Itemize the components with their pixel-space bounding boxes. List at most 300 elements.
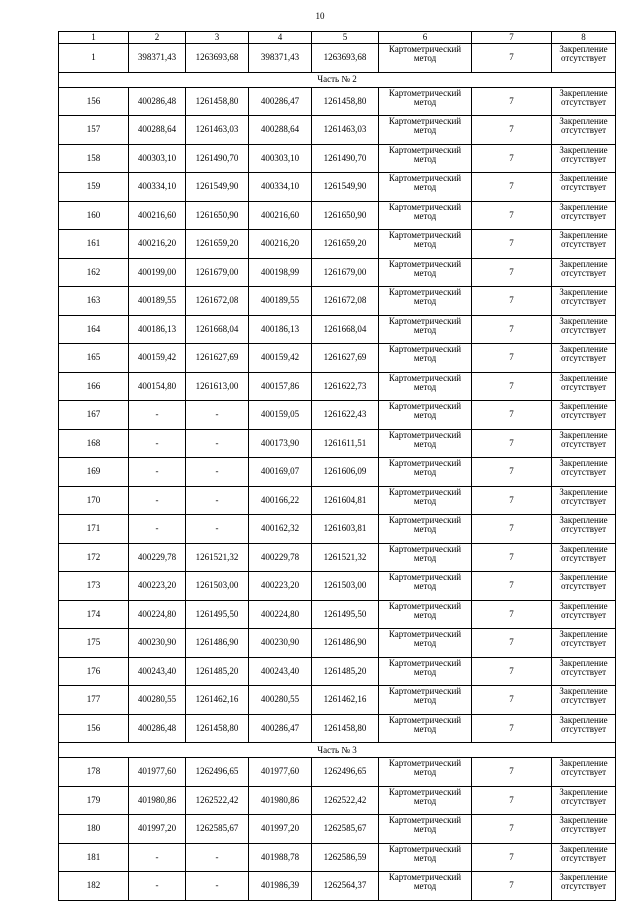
method-line: метод	[413, 182, 437, 192]
table-row	[59, 758, 616, 787]
point-number-cell: 161	[59, 230, 129, 259]
method-cell	[379, 116, 472, 145]
fixing-line: отсутствует	[560, 410, 607, 420]
fixing-line: отсутствует	[560, 467, 607, 477]
x-new-cell: 400186,13	[249, 315, 312, 344]
table-row	[59, 344, 616, 373]
method-line: Картометрический	[388, 786, 462, 797]
fixing-line: Закрепление	[559, 87, 608, 98]
x-new-cell: 400224,80	[249, 600, 312, 629]
point-number-cell: 157	[59, 116, 129, 145]
table-row	[59, 815, 616, 844]
table-row	[59, 144, 616, 173]
method-line: Картометрический	[388, 315, 462, 326]
table-row	[59, 258, 616, 287]
x-new-cell: 400280,55	[249, 686, 312, 715]
method-line: Картометрический	[388, 872, 462, 882]
x-old-cell: 400286,48	[129, 714, 186, 743]
fixing-line: отсутствует	[560, 767, 607, 777]
x-new-cell: 400216,20	[249, 230, 312, 259]
table-row	[59, 372, 616, 401]
fixing-line: Закрепление	[559, 714, 608, 725]
method-cell	[379, 786, 472, 815]
method-line: метод	[413, 881, 437, 891]
method-line: метод	[413, 467, 437, 477]
method-cell	[379, 458, 472, 487]
table-row	[59, 657, 616, 686]
section-row	[59, 72, 616, 87]
method-cell	[379, 429, 472, 458]
fixing-cell	[552, 686, 616, 715]
x-old-cell: 400224,80	[129, 600, 186, 629]
method-cell	[379, 843, 472, 872]
x-new-cell: 401988,78	[249, 843, 312, 872]
method-line: Картометрический	[388, 543, 462, 554]
point-number-cell: 181	[59, 843, 129, 872]
y-old-cell: 1263693,68	[186, 44, 249, 73]
fixing-line: Закрепление	[559, 344, 608, 354]
method-line: метод	[413, 353, 437, 363]
x-new-cell: 400286,47	[249, 87, 312, 116]
method-cell	[379, 258, 472, 287]
table-row	[59, 230, 616, 259]
fixing-cell	[552, 144, 616, 173]
fixing-line: отсутствует	[560, 723, 607, 734]
y-new-cell: 1261622,73	[312, 372, 379, 401]
fixing-cell	[552, 401, 616, 430]
fixing-line: отсутствует	[560, 239, 607, 249]
column-header: 3	[186, 32, 249, 44]
method-cell	[379, 230, 472, 259]
method-line: метод	[413, 795, 437, 806]
method-cell	[379, 686, 472, 715]
method-line: метод	[413, 239, 437, 249]
table-row	[59, 315, 616, 344]
fixing-line: отсутствует	[560, 581, 607, 591]
fixing-line: отсутствует	[560, 182, 607, 192]
fixing-line: Закрепление	[559, 515, 608, 525]
accuracy-cell: 7	[472, 230, 552, 259]
x-old-cell: 400303,10	[129, 144, 186, 173]
x-new-cell: 400189,55	[249, 287, 312, 316]
y-new-cell: 1261486,90	[312, 629, 379, 658]
fixing-line: отсутствует	[560, 296, 607, 306]
fixing-line: отсутствует	[560, 524, 607, 534]
y-old-cell: 1262522,42	[186, 786, 249, 815]
x-old-cell: 400288,64	[129, 116, 186, 145]
method-line: Картометрический	[388, 714, 462, 725]
fixing-line: отсутствует	[560, 381, 607, 392]
fixing-cell	[552, 201, 616, 230]
method-line: метод	[413, 524, 437, 534]
method-cell	[379, 287, 472, 316]
y-old-cell: 1261463,03	[186, 116, 249, 145]
fixing-cell	[552, 315, 616, 344]
method-line: Картометрический	[388, 116, 462, 126]
table-row	[59, 686, 616, 715]
x-new-cell: 400159,42	[249, 344, 312, 373]
x-new-cell: 400173,90	[249, 429, 312, 458]
method-cell	[379, 543, 472, 572]
y-old-cell: -	[186, 401, 249, 430]
fixing-cell	[552, 843, 616, 872]
table-row	[59, 116, 616, 145]
accuracy-cell: 7	[472, 872, 552, 901]
x-new-cell: 400223,20	[249, 572, 312, 601]
point-number-cell: 174	[59, 600, 129, 629]
method-line: Картометрический	[388, 429, 462, 440]
method-cell	[379, 600, 472, 629]
y-new-cell: 1261627,69	[312, 344, 379, 373]
fixing-line: Закрепление	[559, 258, 608, 269]
y-old-cell: 1261613,00	[186, 372, 249, 401]
fixing-line: отсутствует	[560, 324, 607, 335]
y-new-cell: 1261668,04	[312, 315, 379, 344]
y-old-cell: 1261458,80	[186, 87, 249, 116]
method-cell	[379, 87, 472, 116]
fixing-line: отсутствует	[560, 824, 607, 834]
y-old-cell: -	[186, 872, 249, 901]
y-new-cell: 1261462,16	[312, 686, 379, 715]
accuracy-cell: 7	[472, 714, 552, 743]
table-row	[59, 572, 616, 601]
y-old-cell: 1261549,90	[186, 173, 249, 202]
method-line: метод	[413, 581, 437, 591]
y-new-cell: 1261611,51	[312, 429, 379, 458]
method-cell	[379, 372, 472, 401]
table-row	[59, 458, 616, 487]
x-new-cell: 400159,05	[249, 401, 312, 430]
method-line: Картометрический	[388, 657, 462, 668]
y-old-cell: 1261659,20	[186, 230, 249, 259]
x-old-cell: 400334,10	[129, 173, 186, 202]
method-line: метод	[413, 495, 437, 506]
table-row	[59, 201, 616, 230]
x-new-cell: 400229,78	[249, 543, 312, 572]
fixing-cell	[552, 116, 616, 145]
x-new-cell: 401977,60	[249, 758, 312, 787]
fixing-cell	[552, 543, 616, 572]
x-new-cell: 400288,64	[249, 116, 312, 145]
x-new-cell: 398371,43	[249, 44, 312, 73]
fixing-line: Закрепление	[559, 843, 608, 854]
y-old-cell: 1261679,00	[186, 258, 249, 287]
accuracy-cell: 7	[472, 372, 552, 401]
x-old-cell: 400199,00	[129, 258, 186, 287]
method-line: метод	[413, 767, 437, 777]
x-old-cell: -	[129, 429, 186, 458]
accuracy-cell: 7	[472, 429, 552, 458]
x-new-cell: 400243,40	[249, 657, 312, 686]
method-line: Картометрический	[388, 201, 462, 212]
x-old-cell: 400186,13	[129, 315, 186, 344]
table-row	[59, 843, 616, 872]
point-number-cell: 175	[59, 629, 129, 658]
table-row	[59, 87, 616, 116]
point-number-cell: 172	[59, 543, 129, 572]
method-line: Картометрический	[388, 815, 462, 825]
fixing-line: отсутствует	[560, 552, 607, 563]
fixing-line: Закрепление	[559, 201, 608, 212]
x-new-cell: 400303,10	[249, 144, 312, 173]
method-line: метод	[413, 125, 437, 135]
point-number-cell: 168	[59, 429, 129, 458]
point-number-cell: 162	[59, 258, 129, 287]
method-line: Картометрический	[388, 372, 462, 383]
accuracy-cell: 7	[472, 458, 552, 487]
fixing-cell	[552, 815, 616, 844]
method-cell	[379, 714, 472, 743]
method-cell	[379, 201, 472, 230]
method-line: метод	[413, 324, 437, 335]
method-line: Картометрический	[388, 686, 462, 696]
fixing-cell	[552, 287, 616, 316]
method-line: метод	[413, 210, 437, 221]
section-title: Часть № 3	[59, 743, 616, 758]
section-row	[59, 743, 616, 758]
method-line: Картометрический	[388, 572, 462, 582]
x-old-cell: 400189,55	[129, 287, 186, 316]
fixing-line: Закрепление	[559, 543, 608, 554]
fixing-cell	[552, 758, 616, 787]
method-line: метод	[413, 638, 437, 648]
point-number-cell: 177	[59, 686, 129, 715]
accuracy-cell: 7	[472, 758, 552, 787]
y-new-cell: 1261458,80	[312, 714, 379, 743]
method-line: Картометрический	[388, 144, 462, 155]
fixing-cell	[552, 572, 616, 601]
x-old-cell: 400154,80	[129, 372, 186, 401]
y-old-cell: 1262496,65	[186, 758, 249, 787]
table-row	[59, 287, 616, 316]
x-new-cell: 401980,86	[249, 786, 312, 815]
fixing-cell	[552, 600, 616, 629]
x-old-cell: -	[129, 486, 186, 515]
fixing-line: отсутствует	[560, 881, 607, 891]
fixing-line: Закрепление	[559, 44, 608, 54]
method-line: метод	[413, 53, 437, 63]
fixing-line: Закрепление	[559, 572, 608, 582]
y-new-cell: 1261679,00	[312, 258, 379, 287]
accuracy-cell: 7	[472, 686, 552, 715]
x-old-cell: 401977,60	[129, 758, 186, 787]
fixing-line: отсутствует	[560, 695, 607, 705]
y-new-cell: 1261521,32	[312, 543, 379, 572]
point-number-cell: 178	[59, 758, 129, 787]
method-line: Картометрический	[388, 401, 462, 411]
accuracy-cell: 7	[472, 401, 552, 430]
method-cell	[379, 758, 472, 787]
y-old-cell: -	[186, 429, 249, 458]
method-line: метод	[413, 666, 437, 677]
y-new-cell: 1261463,03	[312, 116, 379, 145]
fixing-line: отсутствует	[560, 609, 607, 620]
accuracy-cell: 7	[472, 629, 552, 658]
y-new-cell: 1261622,43	[312, 401, 379, 430]
fixing-line: отсутствует	[560, 852, 607, 863]
point-number-cell: 171	[59, 515, 129, 544]
x-new-cell: 400286,47	[249, 714, 312, 743]
fixing-line: отсутствует	[560, 210, 607, 221]
x-old-cell: 400280,55	[129, 686, 186, 715]
table-row	[59, 543, 616, 572]
y-new-cell: 1261458,80	[312, 87, 379, 116]
x-old-cell: 401980,86	[129, 786, 186, 815]
y-old-cell: 1262585,67	[186, 815, 249, 844]
fixing-cell	[552, 657, 616, 686]
table-row	[59, 872, 616, 901]
x-old-cell: 400230,90	[129, 629, 186, 658]
y-new-cell: 1262522,42	[312, 786, 379, 815]
method-line: Картометрический	[388, 87, 462, 98]
accuracy-cell: 7	[472, 287, 552, 316]
fixing-cell	[552, 87, 616, 116]
method-line: метод	[413, 96, 437, 107]
fixing-cell	[552, 872, 616, 901]
fixing-cell	[552, 258, 616, 287]
table-row	[59, 429, 616, 458]
x-old-cell: -	[129, 515, 186, 544]
fixing-cell	[552, 714, 616, 743]
x-old-cell: -	[129, 401, 186, 430]
method-line: Картометрический	[388, 629, 462, 639]
accuracy-cell: 7	[472, 600, 552, 629]
fixing-line: Закрепление	[559, 372, 608, 383]
y-old-cell: 1261627,69	[186, 344, 249, 373]
x-new-cell: 400334,10	[249, 173, 312, 202]
fixing-cell	[552, 173, 616, 202]
fixing-line: Закрепление	[559, 815, 608, 825]
fixing-cell	[552, 629, 616, 658]
y-old-cell: 1261521,32	[186, 543, 249, 572]
column-header: 5	[312, 32, 379, 44]
coordinates-table	[58, 31, 616, 901]
fixing-line: Закрепление	[559, 458, 608, 468]
x-old-cell: 398371,43	[129, 44, 186, 73]
y-new-cell: 1261490,70	[312, 144, 379, 173]
fixing-line: отсутствует	[560, 353, 607, 363]
y-old-cell: 1261458,80	[186, 714, 249, 743]
point-number-cell: 156	[59, 87, 129, 116]
x-old-cell: 400243,40	[129, 657, 186, 686]
fixing-line: Закрепление	[559, 116, 608, 126]
y-new-cell: 1262585,67	[312, 815, 379, 844]
y-old-cell: 1261485,20	[186, 657, 249, 686]
fixing-line: отсутствует	[560, 438, 607, 449]
fixing-line: Закрепление	[559, 486, 608, 497]
fixing-line: отсутствует	[560, 638, 607, 648]
method-cell	[379, 144, 472, 173]
method-line: Картометрический	[388, 44, 462, 54]
method-line: метод	[413, 153, 437, 164]
method-line: метод	[413, 695, 437, 705]
x-new-cell: 400169,07	[249, 458, 312, 487]
table-row	[59, 486, 616, 515]
fixing-line: отсутствует	[560, 795, 607, 806]
y-new-cell: 1261672,08	[312, 287, 379, 316]
point-number-cell: 166	[59, 372, 129, 401]
method-cell	[379, 515, 472, 544]
table-row	[59, 600, 616, 629]
y-old-cell: 1261486,90	[186, 629, 249, 658]
method-line: метод	[413, 824, 437, 834]
accuracy-cell: 7	[472, 201, 552, 230]
point-number-cell: 180	[59, 815, 129, 844]
accuracy-cell: 7	[472, 258, 552, 287]
y-old-cell: -	[186, 458, 249, 487]
point-number-cell: 173	[59, 572, 129, 601]
accuracy-cell: 7	[472, 843, 552, 872]
y-new-cell: 1261659,20	[312, 230, 379, 259]
fixing-cell	[552, 44, 616, 73]
y-old-cell: -	[186, 515, 249, 544]
fixing-cell	[552, 515, 616, 544]
y-old-cell: 1261672,08	[186, 287, 249, 316]
x-new-cell: 400157,86	[249, 372, 312, 401]
x-new-cell: 400166,22	[249, 486, 312, 515]
fixing-line: отсутствует	[560, 666, 607, 677]
accuracy-cell: 7	[472, 44, 552, 73]
accuracy-cell: 7	[472, 543, 552, 572]
method-cell	[379, 315, 472, 344]
header-row	[59, 32, 616, 44]
fixing-line: отсутствует	[560, 267, 607, 278]
method-line: метод	[413, 438, 437, 449]
y-new-cell: 1261549,90	[312, 173, 379, 202]
fixing-line: Закрепление	[559, 657, 608, 668]
table-row	[59, 786, 616, 815]
y-old-cell: -	[186, 486, 249, 515]
accuracy-cell: 7	[472, 657, 552, 686]
fixing-cell	[552, 344, 616, 373]
method-cell	[379, 815, 472, 844]
accuracy-cell: 7	[472, 87, 552, 116]
y-new-cell: 1261606,09	[312, 458, 379, 487]
accuracy-cell: 7	[472, 786, 552, 815]
method-line: Картометрический	[388, 258, 462, 269]
y-old-cell: 1261490,70	[186, 144, 249, 173]
y-old-cell: 1261650,90	[186, 201, 249, 230]
y-new-cell: 1261603,81	[312, 515, 379, 544]
x-new-cell: 401997,20	[249, 815, 312, 844]
fixing-cell	[552, 486, 616, 515]
fixing-line: отсутствует	[560, 125, 607, 135]
fixing-line: отсутствует	[560, 153, 607, 164]
y-new-cell: 1262586,59	[312, 843, 379, 872]
method-cell	[379, 44, 472, 73]
fixing-line: Закрепление	[559, 401, 608, 411]
x-new-cell: 400198,99	[249, 258, 312, 287]
column-header: 4	[249, 32, 312, 44]
fixing-line: Закрепление	[559, 600, 608, 611]
method-line: Картометрический	[388, 287, 462, 297]
column-header: 2	[129, 32, 186, 44]
accuracy-cell: 7	[472, 116, 552, 145]
fixing-cell	[552, 230, 616, 259]
method-line: Картометрический	[388, 600, 462, 611]
fixing-line: Закрепление	[559, 429, 608, 440]
x-old-cell: 400223,20	[129, 572, 186, 601]
point-number-cell: 158	[59, 144, 129, 173]
y-old-cell: 1261503,00	[186, 572, 249, 601]
method-line: Картометрический	[388, 230, 462, 240]
column-header: 7	[472, 32, 552, 44]
fixing-cell	[552, 429, 616, 458]
accuracy-cell: 7	[472, 515, 552, 544]
method-line: метод	[413, 267, 437, 278]
column-header: 8	[552, 32, 616, 44]
x-old-cell: -	[129, 843, 186, 872]
